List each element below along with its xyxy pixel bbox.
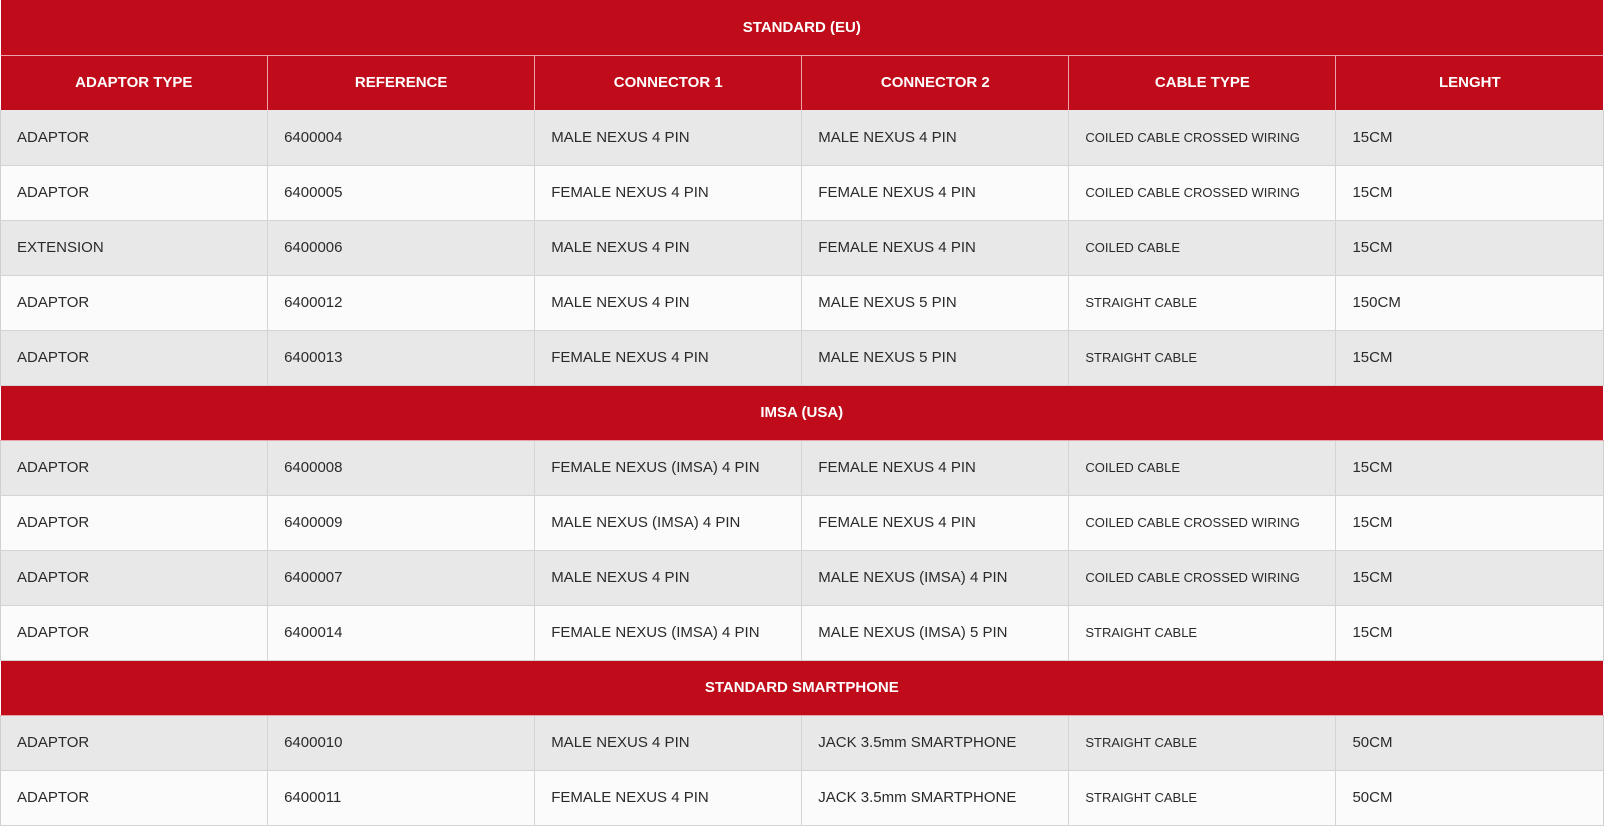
- table-row: [1, 495, 1604, 550]
- cell-reference: 6400006: [268, 220, 535, 275]
- column-header-cable-type: CABLE TYPE: [1069, 55, 1336, 110]
- cell-connector-2: MALE NEXUS 4 PIN: [802, 110, 1069, 165]
- cell-reference: 6400013: [268, 330, 535, 385]
- cell-reference: 6400010: [268, 715, 535, 770]
- cell-connector-1: MALE NEXUS 4 PIN: [535, 715, 802, 770]
- cell-adaptor-type: ADAPTOR: [1, 605, 268, 660]
- table-row: [1, 275, 1604, 330]
- cell-length: 50CM: [1336, 770, 1603, 825]
- cell-reference: 6400009: [268, 495, 535, 550]
- cell-length: 15CM: [1336, 440, 1603, 495]
- table-row: [1, 550, 1604, 605]
- section-header-row: [1, 660, 1604, 715]
- cell-cable-type: STRAIGHT CABLE: [1069, 770, 1336, 825]
- cell-adaptor-type: ADAPTOR: [1, 495, 268, 550]
- section-header-row: [1, 385, 1604, 440]
- cell-length: 15CM: [1336, 550, 1603, 605]
- column-header-connector-2: CONNECTOR 2: [802, 55, 1069, 110]
- cell-cable-type: STRAIGHT CABLE: [1069, 605, 1336, 660]
- cell-adaptor-type: ADAPTOR: [1, 550, 268, 605]
- table-row: [1, 220, 1604, 275]
- table-row: [1, 715, 1604, 770]
- cell-length: 15CM: [1336, 220, 1603, 275]
- cell-connector-1: FEMALE NEXUS 4 PIN: [535, 770, 802, 825]
- cell-cable-type: COILED CABLE CROSSED WIRING: [1069, 110, 1336, 165]
- cell-connector-2: FEMALE NEXUS 4 PIN: [802, 495, 1069, 550]
- cell-connector-2: MALE NEXUS 5 PIN: [802, 275, 1069, 330]
- column-header-adaptor-type: ADAPTOR TYPE: [1, 55, 268, 110]
- column-header-reference: REFERENCE: [268, 55, 535, 110]
- section-header-row: [1, 0, 1604, 55]
- cell-adaptor-type: ADAPTOR: [1, 770, 268, 825]
- cell-connector-1: MALE NEXUS (IMSA) 4 PIN: [535, 495, 802, 550]
- cell-connector-2: FEMALE NEXUS 4 PIN: [802, 440, 1069, 495]
- section-title-imsa-usa: IMSA (USA): [1, 385, 1604, 440]
- column-header-row: [1, 55, 1604, 110]
- cell-reference: 6400014: [268, 605, 535, 660]
- cell-adaptor-type: ADAPTOR: [1, 110, 268, 165]
- cell-reference: 6400008: [268, 440, 535, 495]
- table-row: [1, 165, 1604, 220]
- cell-connector-1: FEMALE NEXUS 4 PIN: [535, 330, 802, 385]
- section-title-standard-eu: STANDARD (EU): [1, 0, 1604, 55]
- cell-adaptor-type: EXTENSION: [1, 220, 268, 275]
- cell-length: 15CM: [1336, 110, 1603, 165]
- cell-cable-type: COILED CABLE CROSSED WIRING: [1069, 165, 1336, 220]
- cell-connector-1: MALE NEXUS 4 PIN: [535, 110, 802, 165]
- cell-reference: 6400005: [268, 165, 535, 220]
- cell-connector-1: MALE NEXUS 4 PIN: [535, 220, 802, 275]
- cell-length: 15CM: [1336, 165, 1603, 220]
- table-row: [1, 440, 1604, 495]
- cell-connector-2: MALE NEXUS 5 PIN: [802, 330, 1069, 385]
- table-row: [1, 770, 1604, 825]
- cell-connector-1: MALE NEXUS 4 PIN: [535, 275, 802, 330]
- section-title-standard-smartphone: STANDARD SMARTPHONE: [1, 660, 1604, 715]
- table-row: [1, 605, 1604, 660]
- cell-adaptor-type: ADAPTOR: [1, 440, 268, 495]
- cell-length: 50CM: [1336, 715, 1603, 770]
- cell-adaptor-type: ADAPTOR: [1, 275, 268, 330]
- cell-connector-1: FEMALE NEXUS (IMSA) 4 PIN: [535, 605, 802, 660]
- cell-cable-type: STRAIGHT CABLE: [1069, 715, 1336, 770]
- cell-reference: 6400004: [268, 110, 535, 165]
- cell-cable-type: COILED CABLE: [1069, 220, 1336, 275]
- cell-length: 15CM: [1336, 495, 1603, 550]
- cell-cable-type: STRAIGHT CABLE: [1069, 275, 1336, 330]
- cell-adaptor-type: ADAPTOR: [1, 330, 268, 385]
- cell-connector-2: JACK 3.5mm SMARTPHONE: [802, 770, 1069, 825]
- column-header-connector-1: CONNECTOR 1: [535, 55, 802, 110]
- cell-connector-1: FEMALE NEXUS 4 PIN: [535, 165, 802, 220]
- cell-reference: 6400012: [268, 275, 535, 330]
- cell-cable-type: COILED CABLE CROSSED WIRING: [1069, 550, 1336, 605]
- cell-length: 15CM: [1336, 605, 1603, 660]
- cell-length: 15CM: [1336, 330, 1603, 385]
- cell-connector-2: MALE NEXUS (IMSA) 4 PIN: [802, 550, 1069, 605]
- cell-connector-1: MALE NEXUS 4 PIN: [535, 550, 802, 605]
- cell-connector-1: FEMALE NEXUS (IMSA) 4 PIN: [535, 440, 802, 495]
- cell-adaptor-type: ADAPTOR: [1, 165, 268, 220]
- cell-adaptor-type: ADAPTOR: [1, 715, 268, 770]
- cell-connector-2: JACK 3.5mm SMARTPHONE: [802, 715, 1069, 770]
- cell-cable-type: STRAIGHT CABLE: [1069, 330, 1336, 385]
- cell-connector-2: FEMALE NEXUS 4 PIN: [802, 165, 1069, 220]
- cell-connector-2: FEMALE NEXUS 4 PIN: [802, 220, 1069, 275]
- cell-reference: 6400007: [268, 550, 535, 605]
- cell-cable-type: COILED CABLE: [1069, 440, 1336, 495]
- cell-connector-2: MALE NEXUS (IMSA) 5 PIN: [802, 605, 1069, 660]
- cell-reference: 6400011: [268, 770, 535, 825]
- column-header-length: LENGHT: [1336, 55, 1603, 110]
- cell-length: 150CM: [1336, 275, 1603, 330]
- cell-cable-type: COILED CABLE CROSSED WIRING: [1069, 495, 1336, 550]
- table-row: [1, 330, 1604, 385]
- table-row: [1, 110, 1604, 165]
